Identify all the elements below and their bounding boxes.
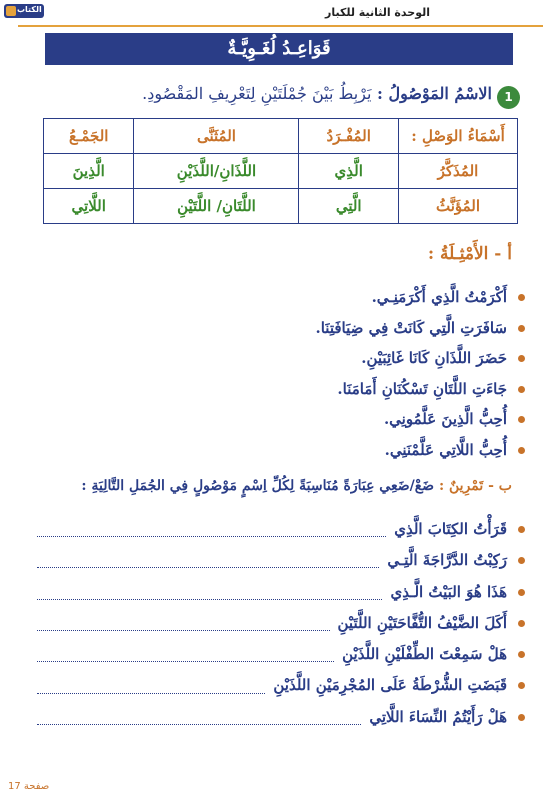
- answer-blank[interactable]: [37, 616, 330, 631]
- bullet-icon: [518, 620, 525, 627]
- logo-text: الكتاب: [17, 5, 42, 14]
- table-cell: الَّذِي: [299, 154, 399, 189]
- table-cell: اللَّذَانِ/اللَّذَيْنِ: [134, 154, 299, 189]
- example-text: سَافَرَتِ الَّتِي كَانَتْ فِي ضِيَافَتِنَا.: [315, 318, 507, 337]
- exercise-label: ب - تَمْرِينٌ :: [438, 478, 512, 494]
- examples-list: [49, 282, 529, 465]
- example-text: أُحِبُّ اللَّاتِي عَلَّمْنَنِي.: [384, 440, 507, 459]
- example-text: جَاءَتِ اللَّتَانِ تَسْكُنَانِ أَمَامَنَا.: [337, 379, 507, 398]
- lesson-subtitle: يَرْبِطُ بَيْنَ جُمْلَتَيْنِ لِتَعْرِيفِ المَقْصُودِ.: [142, 84, 372, 103]
- exercise-text: قَرَأْتُ الكِتَابَ الَّذِي: [394, 520, 507, 538]
- exercise-item: [29, 514, 529, 545]
- bullet-icon: [518, 355, 525, 362]
- bullet-icon: [518, 325, 525, 332]
- table-header: المُثَنَّى: [134, 119, 299, 154]
- bullet-icon: [518, 294, 525, 301]
- exercise-item: [29, 608, 529, 639]
- list-item: [49, 435, 529, 466]
- table-cell: اللَّاتِي: [44, 189, 134, 224]
- exercise-text: هَذَا هُوَ البَيْتُ الَّـذِي: [390, 582, 507, 601]
- exercise-item: [29, 639, 529, 670]
- publisher-logo: [4, 2, 44, 20]
- row-label: المُذَكَّرُ: [399, 154, 518, 189]
- table-cell: اللَّتَانِ/ اللَّتَيْنِ: [134, 189, 299, 224]
- example-text: أَكْرَمْتُ الَّذِي أَكْرَمَنِـي.: [371, 288, 507, 306]
- table-row: [44, 154, 518, 189]
- bullet-icon: [518, 589, 525, 596]
- table-row: [44, 189, 518, 224]
- table-corner: أَسْمَاءُ الوَصْلِ :: [399, 119, 518, 154]
- exercise-text: هَلْ رَأَيْتُمُ النِّسَاءَ اللَّاتِي: [369, 707, 507, 726]
- row-label: المُؤَنَّثُ: [399, 189, 518, 224]
- unit-label: الوحدة الثانية للكبار: [324, 6, 430, 19]
- bullet-icon: [518, 714, 525, 721]
- exercise-item: [29, 545, 529, 576]
- header-divider: [18, 25, 543, 27]
- bullet-icon: [518, 682, 525, 689]
- bullet-icon: [518, 386, 525, 393]
- list-item: [49, 404, 529, 435]
- exercise-text: هَلْ سَمِعْتَ الطِّفْلَيْنِ اللَّذَيْنِ: [342, 645, 507, 664]
- exercise-heading: [12, 478, 512, 494]
- bullet-icon: [518, 651, 525, 658]
- answer-blank[interactable]: [37, 522, 386, 537]
- exercise-list: [29, 514, 529, 733]
- answer-blank[interactable]: [37, 710, 361, 725]
- answer-blank[interactable]: [37, 585, 382, 600]
- table-cell: الَّتِي: [299, 189, 399, 224]
- exercise-item: [29, 577, 529, 608]
- bullet-icon: [518, 416, 525, 423]
- lesson-title: الاسْمُ المَوْصُولُ :: [377, 84, 492, 103]
- list-item: [49, 313, 529, 344]
- bullet-icon: [518, 557, 525, 564]
- answer-blank[interactable]: [37, 679, 265, 694]
- exercise-text: قَبَضَتِ الشُّرْطَةُ عَلَى المُجْرِمَيْنِ اللَّذَيْنِ: [273, 676, 507, 695]
- list-item: [49, 343, 529, 374]
- list-item: [49, 374, 529, 405]
- table-cell: الَّذِينَ: [44, 154, 134, 189]
- bullet-icon: [518, 526, 525, 533]
- exercise-item: [29, 670, 529, 701]
- section-number-badge: 1: [497, 86, 520, 109]
- exercise-instruction: ضَعْ/ضَعِي عِبَارَةً مُنَاسِبَةً لِكُلِّ اِسْمٍ مَوْصُولٍ فِي الجُمَلِ التَّالِيَةِ :: [81, 478, 435, 494]
- page-number: صفحة 17: [8, 781, 50, 792]
- page-title: قَوَاعِـدُ لُغَـوِيَّـةٌ: [45, 33, 513, 65]
- exercise-text: رَكِبْتُ الدَّرَّاجَةَ الَّتِـي: [387, 551, 507, 570]
- table-header-row: [44, 119, 518, 154]
- answer-blank[interactable]: [37, 553, 379, 568]
- example-text: أُحِبُّ الَّذِينَ عَلَّمُونِي.: [383, 410, 507, 428]
- examples-heading: أ - الأَمْثِـلَةُ :: [427, 244, 512, 264]
- list-item: [49, 282, 529, 313]
- exercise-text: أَكَلَ الضَّيْفُ التُّفَّاحَتَيْنِ اللَّتَيْنِ: [337, 613, 507, 632]
- table-header: المُفْـرَدُ: [299, 119, 399, 154]
- lesson-heading: [32, 84, 492, 103]
- bullet-icon: [518, 447, 525, 454]
- example-text: حَضَرَ اللَّذَانِ كَانَا غَائِبَيْنِ.: [361, 349, 507, 367]
- table-header: الجَمْـعُ: [44, 119, 134, 154]
- exercise-item: [29, 702, 529, 733]
- relative-pronouns-table: [43, 118, 518, 224]
- answer-blank[interactable]: [37, 647, 334, 662]
